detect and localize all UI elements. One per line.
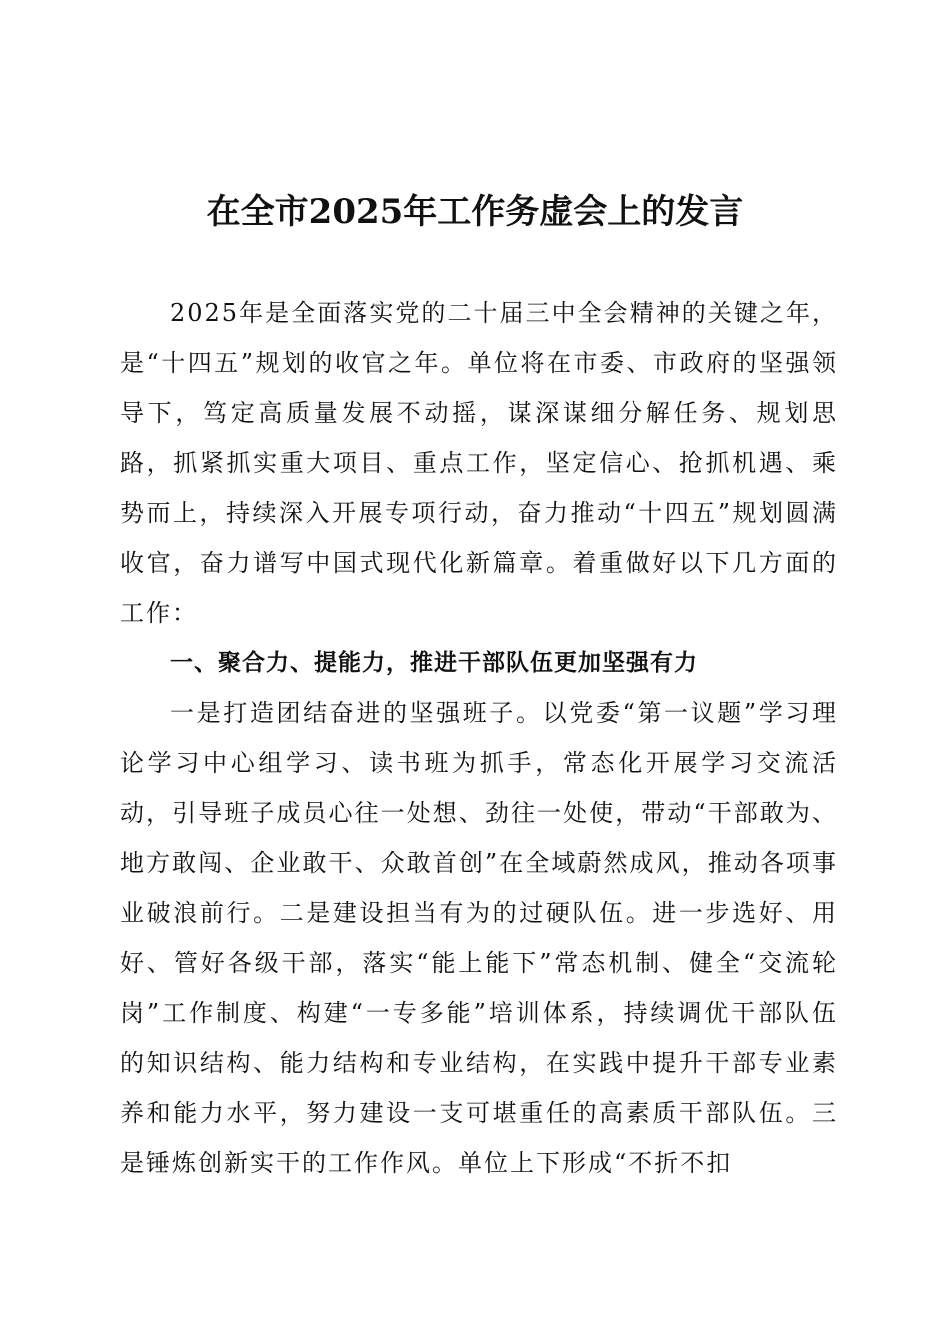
page-title: 在全市2025年工作务虚会上的发言	[206, 192, 744, 232]
section-paragraph-1: 一是打造团结奋进的坚强班子。以党委“第一议题”学习理论学习中心组学习、读书班为抓手，常态化开展学习交流活动，引导班子成员心往一处想、劲往一处使，带动“干部敢为、地方敢闯、企业敢干、众敢首创”在全域蔚然成风，推动各项事业破浪前行。二是建设担当有为的过硬队伍。进一步选好、用好、管好各级干部，落实“能上能下”常态机制、健全“交流轮岗”工作制度、构建“一专多能”培训体系，持续调优干部队伍的知识结构、能力结构和专业结构，在实践中提升干部专业素养和能力水平，努力建设一支可堪重任的高素质干部队伍。三是锤炼创新实干的工作作风。单位上下形成“不折不扣	[120, 699, 838, 1177]
section-heading-1: 一、聚合力、提能力，推进干部队伍更加坚强有力	[170, 650, 698, 676]
intro-paragraph: 2025年是全面落实党的二十届三中全会精神的关键之年，是“十四五”规划的收官之年。单位将在市委、市政府的坚强领导下，笃定高质量发展不动摇，谋深谋细分解任务、规划思路，抓紧抓实重大项目、重点工作，坚定信心、抢抓机遇、乘势而上，持续深入开展专项行动，奋力推动“十四五”规划圆满收官，奋力谱写中国式现代化新篇章。着重做好以下几方面的工作：	[120, 299, 838, 627]
document-body	[120, 288, 838, 1188]
